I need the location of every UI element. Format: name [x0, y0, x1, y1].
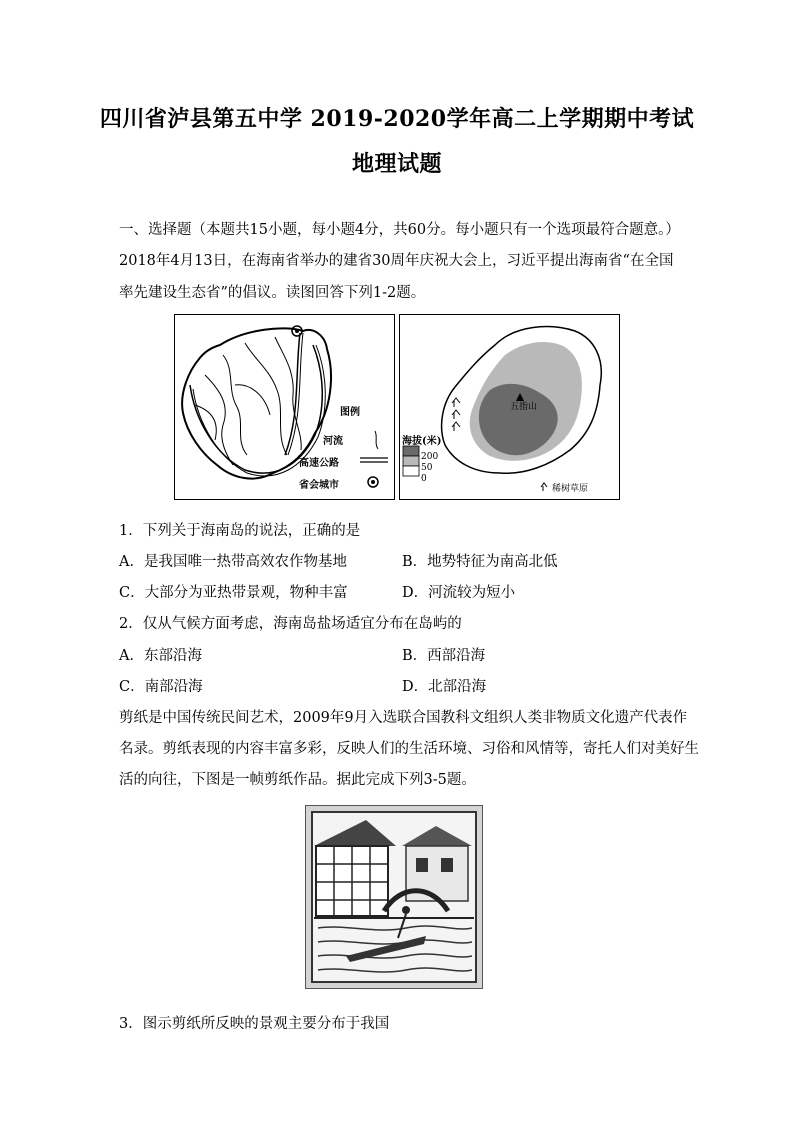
paper-cut-image: [305, 805, 483, 989]
q3-stem: 3．图示剪纸所反映的景观主要分布于我国: [119, 1016, 390, 1032]
hainan-elevation-map: [399, 314, 620, 500]
legend-river-label: 河流: [323, 436, 343, 447]
elevation-legend-title: 海拔(米): [402, 436, 442, 447]
intro1-line2: 率先建设生态省”的倡议。读图回答下列1-2题。: [119, 285, 426, 301]
q1-option-b: B．地势特征为南高北低: [402, 554, 558, 570]
hainan-outline-figure: [175, 315, 394, 499]
q2-option-c: C．南部沿海: [119, 679, 203, 695]
q1-option-c: C．大部分为亚热带景观，物种丰富: [119, 585, 348, 601]
intro1-line1: 2018年4月13日，在海南省举办的建省30周年庆祝大会上，习近平提出海南省“在全国: [119, 253, 674, 269]
paper-cut-figure: [306, 806, 482, 988]
q1-option-d: D．河流较为短小: [402, 585, 516, 601]
q2-option-b: B．西部沿海: [402, 648, 486, 664]
q2-option-d: D．北部沿海: [402, 679, 487, 695]
elevation-50: 50: [421, 463, 433, 473]
legend-capital-label: 省会城市: [299, 480, 339, 491]
hainan-rivers-map: [174, 314, 395, 500]
page-subtitle: 地理试题: [351, 151, 442, 177]
q2-option-a: A．东部沿海: [119, 648, 202, 664]
intro2-line1: 剪纸是中国传统民间艺术，2009年9月入选联合国教科文组织人类非物质文化遗产代表作: [119, 710, 688, 726]
q2-stem: 2．仅从气候方面考虑，海南岛盐场适宜分布在岛屿的: [119, 616, 462, 632]
page-title: 四川省泸县第五中学 2019-2020学年高二上学期期中考试: [99, 106, 695, 132]
intro2-line3: 活的向往，下图是一帧剪纸作品。据此完成下列3-5题。: [119, 772, 476, 788]
q1-option-a: A．是我国唯一热带高效农作物基地: [119, 554, 347, 570]
elevation-200: 200: [421, 452, 439, 462]
legend-highway-label: 高速公路: [299, 458, 339, 469]
intro2-line2: 名录。剪纸表现的内容丰富多彩，反映人们的生活环境、习俗和风情等，寄托人们对美好生: [119, 741, 699, 757]
section-heading: 一、选择题（本题共15小题，每小题4分，共60分。每小题只有一个选项最符合题意。）: [119, 222, 680, 238]
q1-stem: 1．下列关于海南岛的说法，正确的是: [119, 523, 361, 539]
elevation-0: 0: [421, 474, 427, 484]
savanna-label: 稀树草原: [552, 484, 589, 494]
peak-label: 五指山: [510, 402, 538, 412]
legend-title: 图例: [340, 407, 360, 418]
